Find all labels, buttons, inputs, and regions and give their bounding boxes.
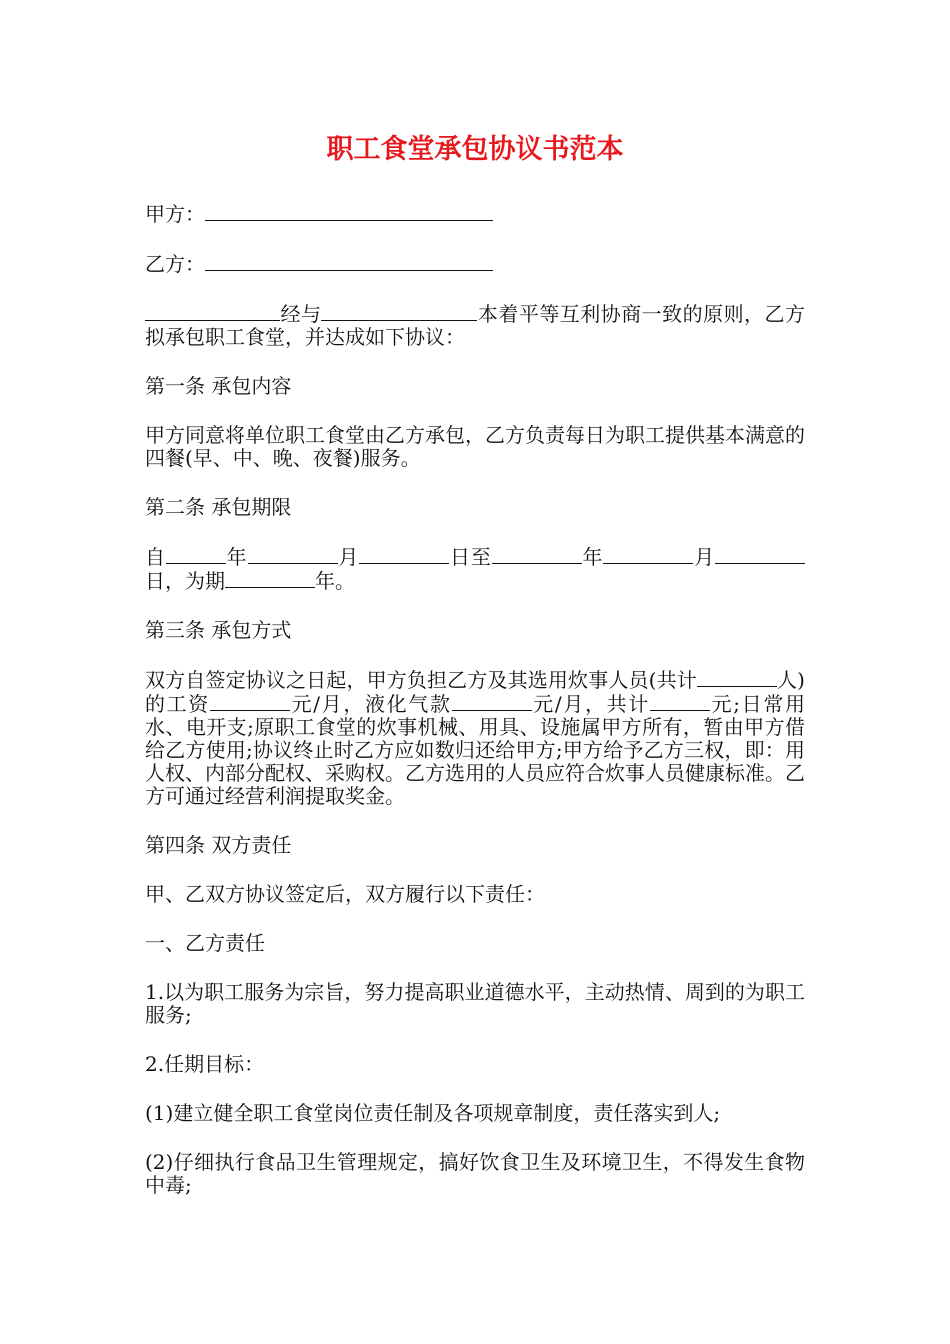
article-3-text-5: 元;日常用水、电开支;原职工食堂的炊事机械、用具、设施属甲方所有，暂由甲方借给乙方使用;协议终止时乙方应如数归还给甲方;甲方给予乙方三权，即：用人权、内部分配权、采购权。乙方选用的人员应符合炊事人员健康标准。乙方可通过经营利润提取奖金。 xyxy=(145,692,805,808)
term-year-blank-1 xyxy=(166,545,226,564)
term-day-blank-1 xyxy=(359,545,449,564)
term-years-end: 年。 xyxy=(315,569,355,593)
article-3-heading: 第三条 承包方式 xyxy=(145,618,292,642)
intro-blank-1 xyxy=(145,302,280,321)
document-body xyxy=(145,126,805,1223)
term-year-2: 年 xyxy=(581,545,604,569)
intro-blank-2 xyxy=(321,302,477,321)
intro-text-1: 经与 xyxy=(280,302,322,326)
wage-blank xyxy=(210,692,290,711)
party-b-line xyxy=(145,252,805,276)
party-b-label: 乙方： xyxy=(145,252,205,276)
party-b-blank xyxy=(205,252,493,271)
article-3-text-2: 人)的工资 xyxy=(145,668,805,716)
term-month-2: 月 xyxy=(693,545,716,569)
staff-count-blank xyxy=(697,668,777,687)
term-month-1: 月 xyxy=(337,545,360,569)
party-a-line xyxy=(145,202,805,226)
term-year-1: 年 xyxy=(225,545,248,569)
term-day-to: 日至 xyxy=(449,545,492,569)
term-day-period: 日，为期 xyxy=(145,569,225,593)
total-blank xyxy=(650,692,710,711)
term-from: 自 xyxy=(145,545,166,569)
term-year-blank-2 xyxy=(492,545,582,564)
item-2-sub-1: (1)建立健全职工食堂岗位责任制及各项规章制度，责任落实到人; xyxy=(145,1101,721,1125)
party-a-label: 甲方： xyxy=(145,202,205,226)
term-month-blank-1 xyxy=(248,545,338,564)
article-1-body: 甲方同意将单位职工食堂由乙方承包，乙方负责每日为职工提供基本满意的四餐(早、中、晚、夜餐)服务。 xyxy=(145,423,805,470)
article-1-heading: 第一条 承包内容 xyxy=(145,374,292,398)
intro-text-2: 本着平等互利协商一致的原则，乙方拟承包职工食堂，并达成如下协议： xyxy=(145,302,806,349)
document-title: 职工食堂承包协议书范本 xyxy=(326,134,624,165)
article-3-text-3: 元/月，液化气款 xyxy=(289,692,452,716)
article-3-body xyxy=(145,668,805,808)
term-month-blank-2 xyxy=(603,545,693,564)
article-3-text-4: 元/月，共计 xyxy=(531,692,650,716)
item-1: 1.以为职工服务为宗旨，努力提高职业道德水平，主动热情、周到的为职工服务; xyxy=(145,980,805,1027)
article-2-heading: 第二条 承包期限 xyxy=(145,495,292,519)
article-2-body xyxy=(145,545,805,593)
term-years-blank xyxy=(225,569,315,588)
party-a-blank xyxy=(205,202,493,221)
item-2: 2.任期目标： xyxy=(145,1052,265,1076)
article-4-heading: 第四条 双方责任 xyxy=(145,833,292,857)
article-3-text-1: 双方自签定协议之日起，甲方负担乙方及其选用炊事人员(共计 xyxy=(145,668,697,692)
article-4-intro: 甲、乙双方协议签定后，双方履行以下责任： xyxy=(145,882,545,906)
term-day-blank-2 xyxy=(715,545,805,564)
gas-fee-blank xyxy=(452,692,532,711)
item-2-sub-2: (2)仔细执行食品卫生管理规定，搞好饮食卫生及环境卫生，不得发生食物中毒; xyxy=(145,1150,805,1197)
section-1-heading: 一、乙方责任 xyxy=(145,931,265,955)
intro-paragraph xyxy=(145,302,805,349)
